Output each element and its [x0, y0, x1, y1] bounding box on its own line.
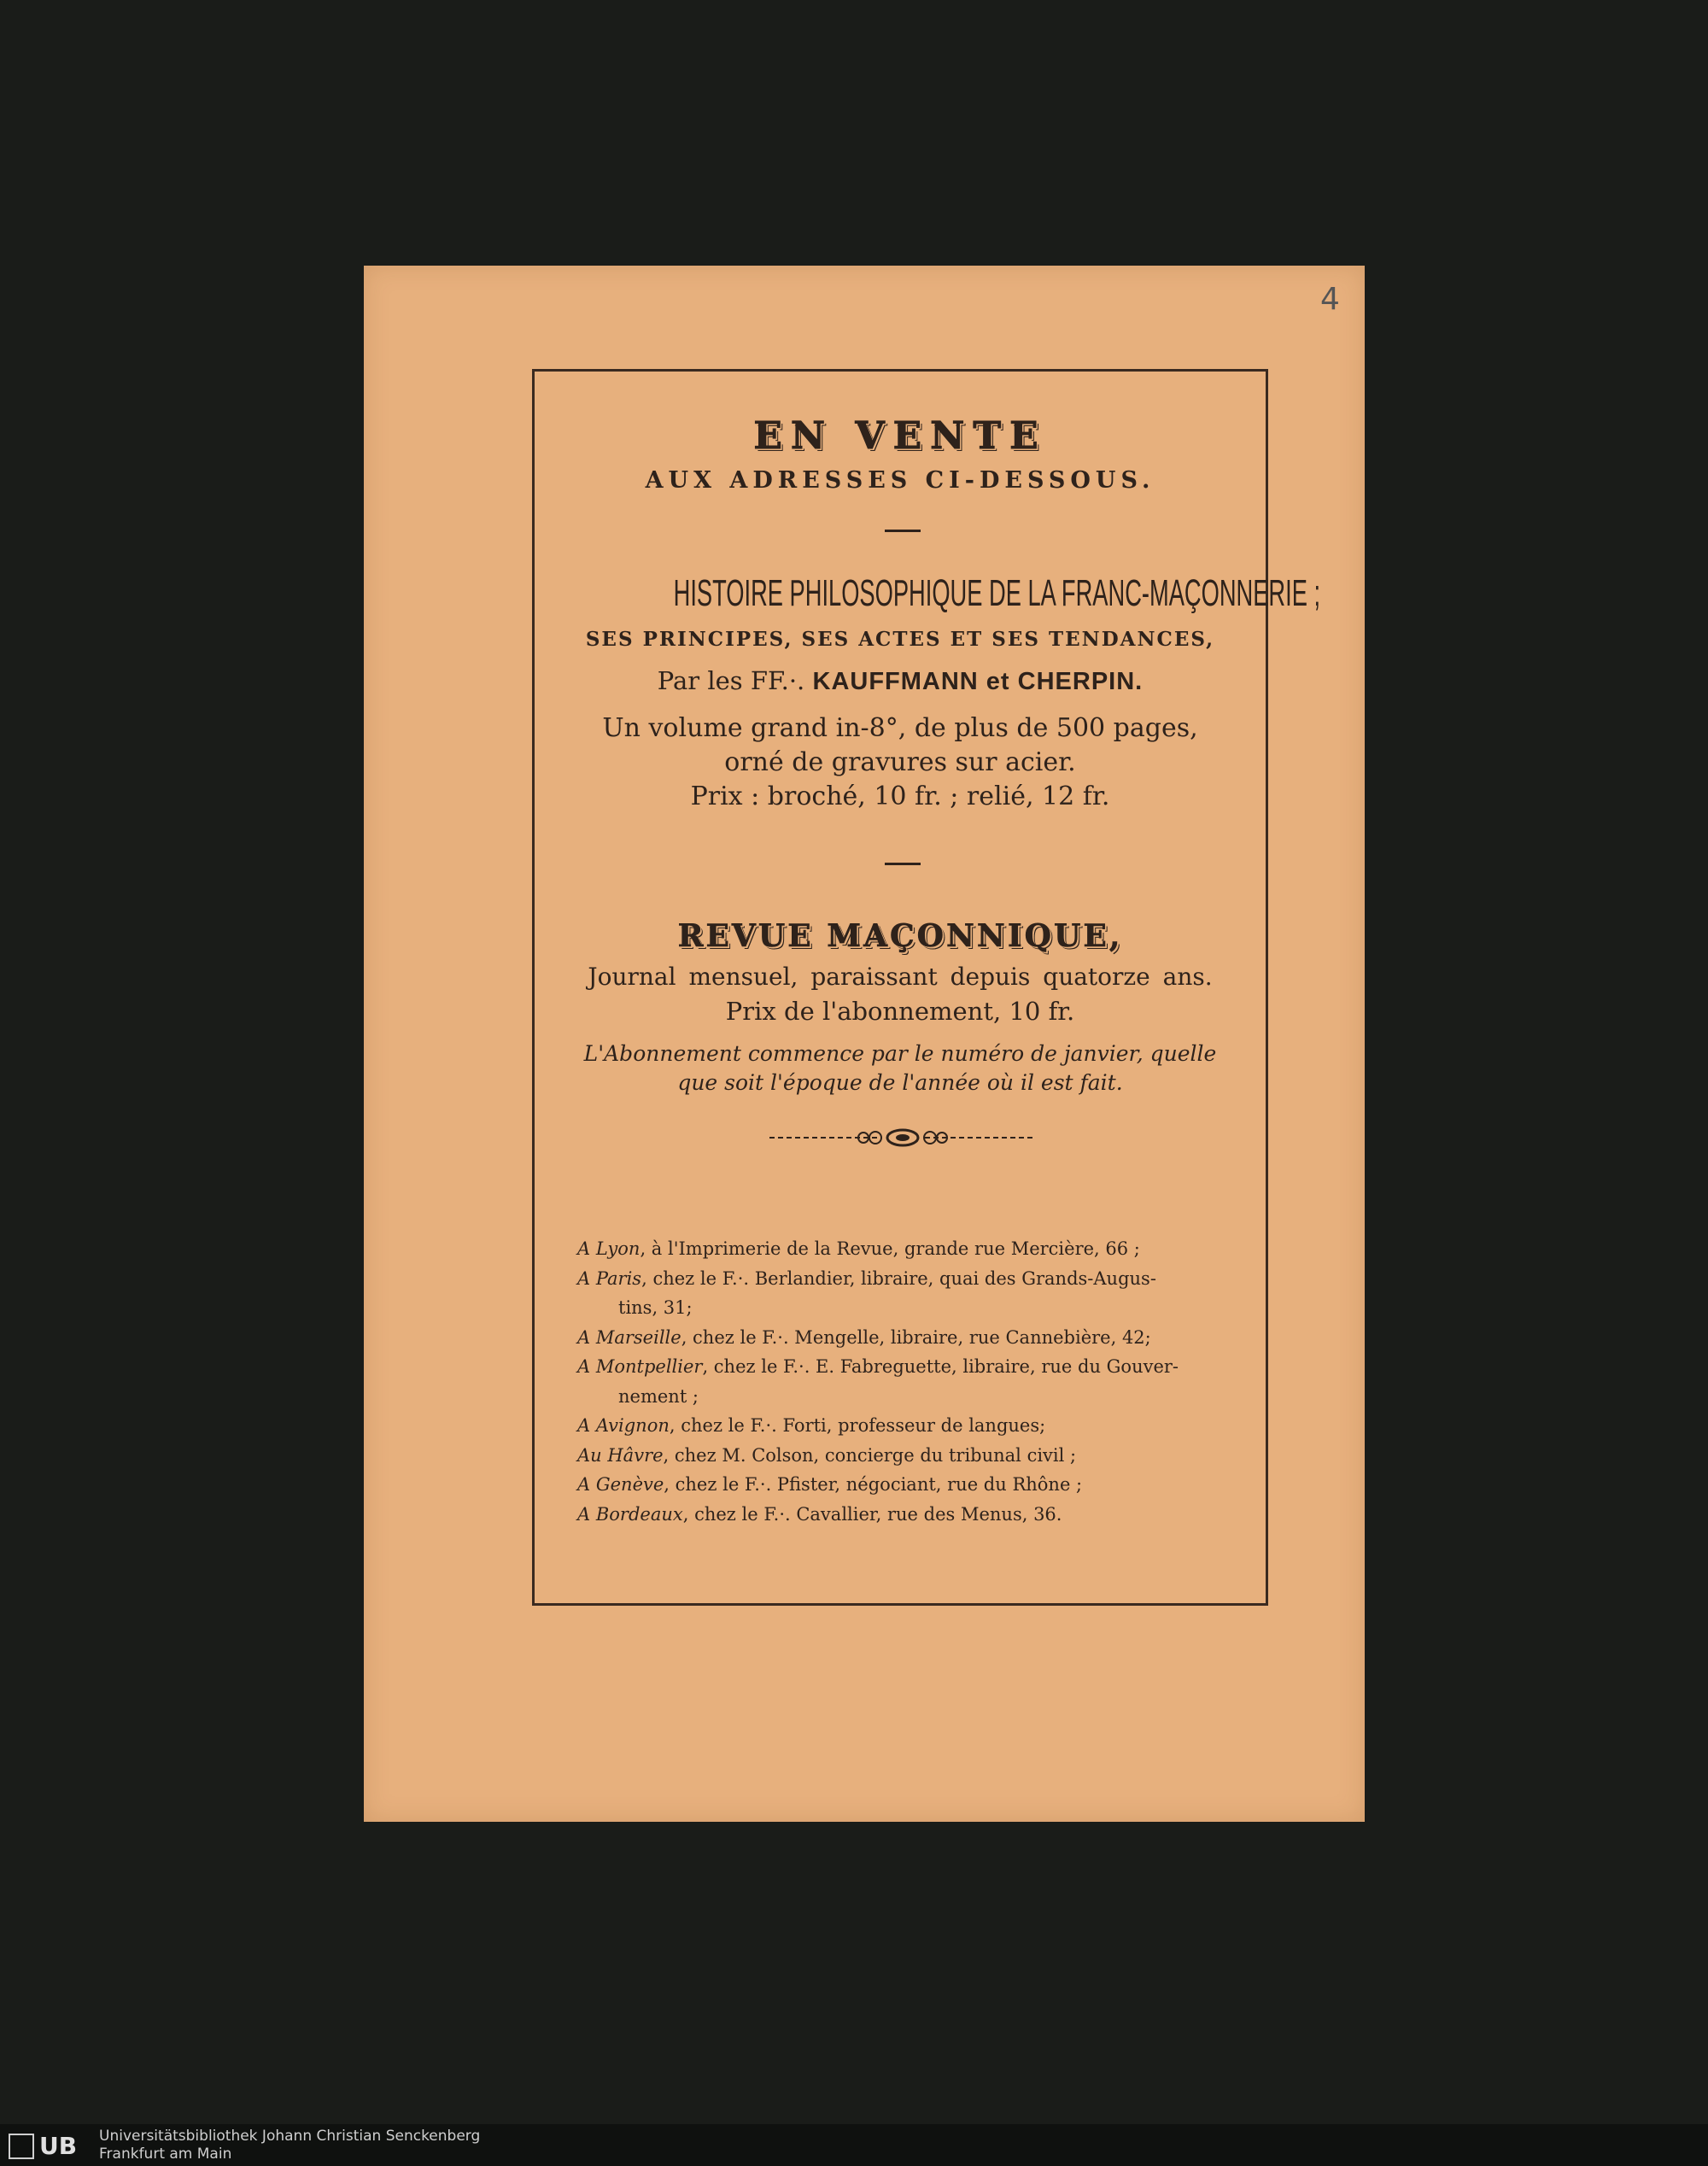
book-engravings: orné de gravures sur acier.	[724, 747, 1076, 777]
library-name[interactable]: Universitätsbibliothek Johann Christian Senckenberg	[99, 2128, 481, 2145]
address-text: , chez M. Colson, concierge du tribunal civil ;	[663, 1444, 1077, 1466]
address-text: , chez le F.·. Cavallier, rue des Menus, 36.	[682, 1503, 1062, 1525]
ub-logo[interactable]	[9, 2131, 92, 2161]
addresses-list	[577, 1234, 1243, 1529]
address-item	[577, 1264, 1243, 1294]
divider-dash	[885, 863, 921, 865]
address-item	[577, 1323, 1243, 1353]
address-text: , à l'Imprimerie de la Revue, grande rue Mercière, 66 ;	[640, 1238, 1140, 1259]
en-vente-heading: EN VENTE	[753, 414, 1047, 458]
book-price: Prix : broché, 10 fr. ; relié, 12 fr.	[690, 782, 1110, 811]
address-text: , chez le F.·. Mengelle, libraire, rue Cannebière, 42;	[681, 1326, 1151, 1348]
revue-note-line1: L'Abonnement commence par le numéro de janvier, quelle	[583, 1041, 1217, 1066]
address-city: A Avignon	[577, 1415, 670, 1436]
book-subtitle: SES PRINCIPES, SES ACTES ET SES TENDANCES,	[585, 628, 1215, 651]
address-text: nement ;	[618, 1385, 699, 1407]
divider-dash	[885, 530, 921, 532]
ornament-divider-icon	[769, 1127, 1036, 1148]
address-text: tins, 31;	[618, 1297, 693, 1318]
address-city: A Bordeaux	[577, 1503, 683, 1525]
library-footer	[0, 2124, 1708, 2166]
address-item	[577, 1352, 1243, 1382]
address-city: Au Hâvre	[577, 1444, 664, 1466]
authors-names: KAUFFMANN et CHERPIN.	[812, 668, 1144, 695]
address-text: , chez le F.·. Berlandier, libraire, quai des Grands-Augus-	[641, 1267, 1156, 1289]
ub-logo-icon	[9, 2134, 34, 2159]
address-continuation	[577, 1382, 1243, 1412]
address-city: A Montpellier	[577, 1356, 703, 1377]
address-continuation	[577, 1293, 1243, 1323]
library-location: Frankfurt am Main	[99, 2146, 232, 2163]
revue-note-line2: que soit l'époque de l'année où il est fait.	[677, 1070, 1123, 1095]
address-city: A Paris	[577, 1267, 642, 1289]
address-text: , chez le F.·. Forti, professeur de langues;	[669, 1415, 1046, 1436]
address-city: A Lyon	[577, 1238, 640, 1259]
address-text: , chez le F.·. E. Fabreguette, libraire, rue du Gouver-	[702, 1356, 1179, 1377]
revue-title: REVUE MAÇONNIQUE,	[677, 918, 1123, 954]
book-title: HISTOIRE PHILOSOPHIQUE DE LA FRANC-MAÇONNERIE ;	[673, 572, 1321, 614]
address-item	[577, 1500, 1243, 1530]
book-volume: Un volume grand in-8°, de plus de 500 pages,	[602, 713, 1198, 743]
aux-adresses-subheading: AUX ADRESSES CI-DESSOUS.	[645, 467, 1155, 494]
address-item	[577, 1470, 1243, 1500]
address-text: , chez le F.·. Pfister, négociant, rue du Rhône ;	[664, 1474, 1083, 1495]
revue-journal: Journal mensuel, paraissant depuis quatorze ans.	[588, 963, 1213, 991]
address-item	[577, 1234, 1243, 1264]
page-number: 4	[1320, 282, 1340, 317]
address-city: A Genève	[577, 1474, 664, 1495]
book-authors-line	[535, 666, 1266, 696]
address-city: A Marseille	[577, 1326, 681, 1348]
advertisement-frame	[532, 369, 1321, 1606]
ub-logo-text: UB	[39, 2132, 78, 2160]
address-item	[577, 1411, 1243, 1441]
address-item	[577, 1441, 1243, 1471]
revue-price: Prix de l'abonnement, 10 fr.	[725, 997, 1075, 1026]
authors-prefix: Par les FF.·.	[657, 666, 813, 695]
